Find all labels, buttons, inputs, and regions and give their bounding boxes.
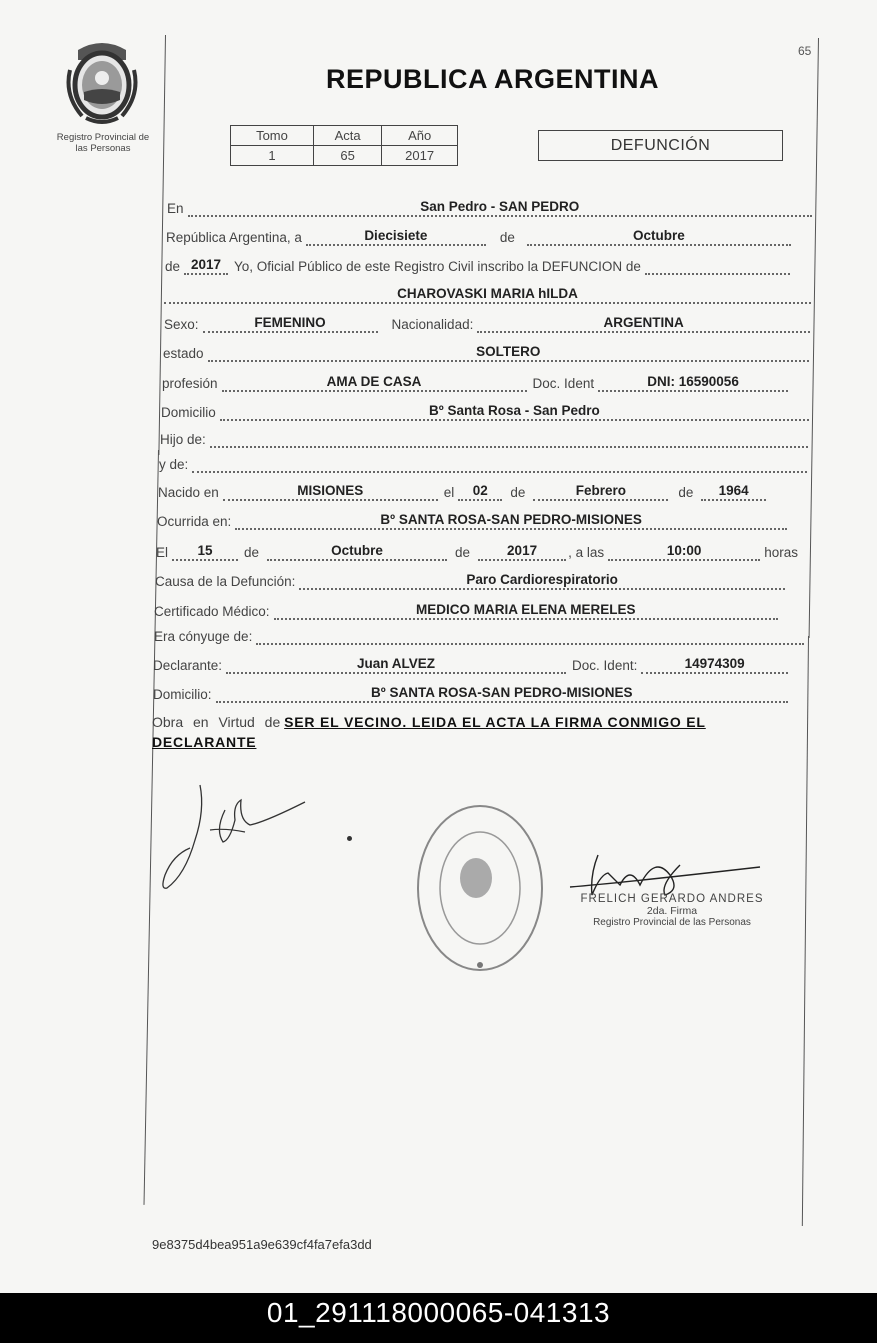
ocurrida-value: Bº SANTA ROSA-SAN PEDRO-MISIONES — [235, 512, 787, 530]
official-role: 2da. Firma — [646, 905, 698, 917]
ocurrida-label: Ocurrida en: — [157, 514, 232, 529]
el-label: el — [443, 485, 455, 500]
conyuge-label: Era cónyuge de: — [154, 629, 253, 644]
row-sexo — [164, 313, 810, 333]
inscribo-text: Yo, Oficial Público de este Registro Civil inscribo la DEFUNCION de — [234, 259, 641, 274]
doc-ident2-label: Doc. Ident: — [572, 658, 638, 673]
tomo-header: Tomo — [231, 126, 314, 146]
declarante-label: Declarante: — [153, 658, 223, 673]
right-margin-line — [809, 38, 819, 638]
nacionalidad-value: ARGENTINA — [477, 315, 810, 333]
nacido-label: Nacido en — [158, 485, 219, 500]
conyuge-value — [256, 642, 804, 645]
hijo-value — [210, 445, 808, 448]
horas-label: horas — [764, 545, 798, 560]
registry-seal-icon — [412, 800, 548, 976]
y-de-value — [192, 470, 807, 473]
de-death-label: de — [244, 545, 260, 560]
causa-label: Causa de la Defunción: — [155, 574, 296, 589]
row-name — [164, 284, 811, 304]
row-y-de — [159, 453, 807, 473]
anio-value: 2017 — [382, 146, 458, 166]
row-certificado — [154, 600, 778, 620]
certificado-label: Certificado Médico: — [154, 604, 270, 619]
de-label-2: de — [165, 259, 181, 274]
registry-label: Registro Provincial de las Personas — [56, 132, 150, 154]
death-time: 10:00 — [608, 543, 760, 561]
en-value: San Pedro - SAN PEDRO — [188, 199, 812, 217]
document-hash: 9e8375d4bea951a9e639cf4fa7efa3dd — [152, 1237, 372, 1252]
row-ocurrida — [157, 510, 787, 530]
de-label: de — [499, 230, 515, 245]
birth-year: 1964 — [701, 483, 766, 501]
domicilio2-value: Bº SANTA ROSA-SAN PEDRO-MISIONES — [216, 685, 788, 703]
obra-en-virtud — [152, 712, 804, 752]
year-value: 2017 — [184, 257, 228, 275]
nacionalidad-label: Nacionalidad: — [391, 317, 474, 332]
domicilio-value: Bº Santa Rosa - San Pedro — [220, 403, 809, 421]
row-declarante — [153, 654, 788, 674]
official-name: FRELICH GERARDO ANDRES — [580, 893, 764, 905]
barcode-id-bar: 01_291118000065-041313 — [0, 1293, 877, 1343]
a-las-label: , a las — [568, 545, 605, 560]
document-title: REPUBLICA ARGENTINA — [326, 64, 659, 94]
profesion-value: AMA DE CASA — [222, 374, 527, 392]
estado-value: SOLTERO — [208, 344, 809, 362]
row-republica — [166, 226, 791, 246]
tomo-acta-anio-table — [230, 125, 458, 166]
official-block — [567, 893, 777, 928]
row-domicilio — [161, 401, 809, 421]
row-hijo — [160, 428, 808, 448]
y-de-label: y de: — [159, 457, 189, 472]
sexo-label: Sexo: — [164, 317, 199, 332]
domicilio-label: Domicilio — [161, 405, 216, 420]
row-conyuge — [154, 625, 804, 645]
certificado-value: MEDICO MARIA ELENA MERELES — [274, 602, 778, 620]
row-en — [167, 197, 812, 217]
anio-header: Año — [382, 126, 458, 146]
estado-label: estado — [163, 346, 204, 361]
row-causa — [155, 570, 785, 590]
profesion-label: profesión — [162, 376, 218, 391]
de-death-label-2: de — [455, 545, 471, 560]
obra-label: Obra en Virtud de — [152, 714, 281, 730]
hijo-label: Hijo de: — [160, 432, 206, 447]
doc-ident-label: Doc. Ident — [532, 376, 595, 391]
death-year: 2017 — [478, 543, 566, 561]
en-label: En — [167, 201, 184, 216]
de-birth-label-2: de — [678, 485, 694, 500]
death-month: Octubre — [267, 543, 447, 561]
declarant-signature — [155, 770, 315, 900]
row-estado — [163, 342, 809, 362]
causa-value: Paro Cardiorespiratorio — [299, 572, 785, 590]
row-year — [165, 255, 790, 275]
death-day: 15 — [172, 543, 238, 561]
declarante-value: Juan ALVEZ — [226, 656, 566, 674]
acta-value: 65 — [313, 146, 381, 166]
day-text: Diecisiete — [306, 228, 486, 246]
doc-ident-value: DNI: 16590056 — [598, 374, 788, 392]
tomo-value: 1 — [231, 146, 314, 166]
doc-ident2-value: 14974309 — [641, 656, 788, 674]
inscribo-blank — [645, 272, 790, 275]
sexo-value: FEMENINO — [203, 315, 378, 333]
de-birth-label: de — [510, 485, 526, 500]
row-domicilio2 — [153, 683, 788, 703]
deceased-name: CHAROVASKI MARIA hILDA — [164, 286, 811, 304]
month-text: Octubre — [527, 228, 791, 246]
domicilio2-label: Domicilio: — [153, 687, 212, 702]
official-registry: Registro Provincial de las Personas — [593, 917, 751, 928]
republica-label: República Argentina, a — [166, 230, 302, 245]
obra-value: SER EL VECINO. LEIDA EL ACTA LA FIRMA CONMIGO EL DECLARANTE — [152, 714, 706, 750]
nacido-value: MISIONES — [223, 483, 438, 501]
document-type-box: DEFUNCIÓN — [538, 130, 783, 161]
el2-label: El — [156, 545, 169, 560]
row-fecha-defuncion — [156, 541, 798, 561]
page-number: 65 — [798, 44, 812, 58]
ink-dot — [347, 836, 352, 841]
birth-day: 02 — [458, 483, 502, 501]
acta-header: Acta — [313, 126, 381, 146]
birth-month: Febrero — [533, 483, 668, 501]
row-nacido — [158, 481, 766, 501]
row-profesion — [162, 372, 788, 392]
